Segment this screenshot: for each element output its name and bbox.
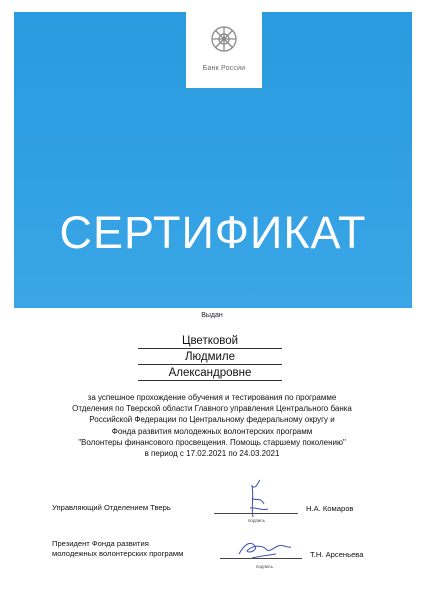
bank-of-russia-emblem-icon <box>209 24 239 54</box>
signatory-2-name: Т.Н. Арсеньева <box>310 550 364 559</box>
body-line: Российской Федерации по Центральному федеральному округу и <box>89 415 335 425</box>
certificate-title: СЕРТИФИКАТ <box>59 207 367 258</box>
signatory-2-title-line-1: Президент Фонда развития <box>52 539 149 548</box>
certificate-body <box>20 392 404 459</box>
blue-header-panel <box>14 12 412 308</box>
signature-1-scribble <box>244 478 270 518</box>
body-line: Отделения по Тверской области Главного управления Центрального банка <box>72 404 352 414</box>
body-line: "Волонтеры финансового просвещения. Помощь старшему поколению" <box>78 437 346 447</box>
recipient-first-name: Людмиле <box>138 350 282 365</box>
body-line: Фонда развития молодежных волонтерских программ <box>111 426 313 436</box>
signature-2-caption: подпись <box>256 564 274 569</box>
body-line: за успешное прохождение обучения и тестирования по программе <box>87 393 337 402</box>
recipient-patronymic: Александровне <box>138 366 282 381</box>
bank-logo <box>186 12 262 88</box>
signature-2-scribble <box>236 537 294 563</box>
signatory-1-name: Н.А. Комаров <box>306 504 354 513</box>
signatory-2-title-line-2: молодежных волонтерских программ <box>52 549 184 558</box>
recipient-surname: Цветковой <box>138 334 282 349</box>
issued-label: Выдан <box>201 312 223 319</box>
signatory-1-title: Управляющий Отделением Тверь <box>52 503 171 512</box>
body-line: в период с 17.02.2021 по 24.03.2021 <box>144 449 280 459</box>
signature-1-caption: подпись <box>248 518 266 523</box>
bank-logo-text: Банк России <box>202 65 246 72</box>
